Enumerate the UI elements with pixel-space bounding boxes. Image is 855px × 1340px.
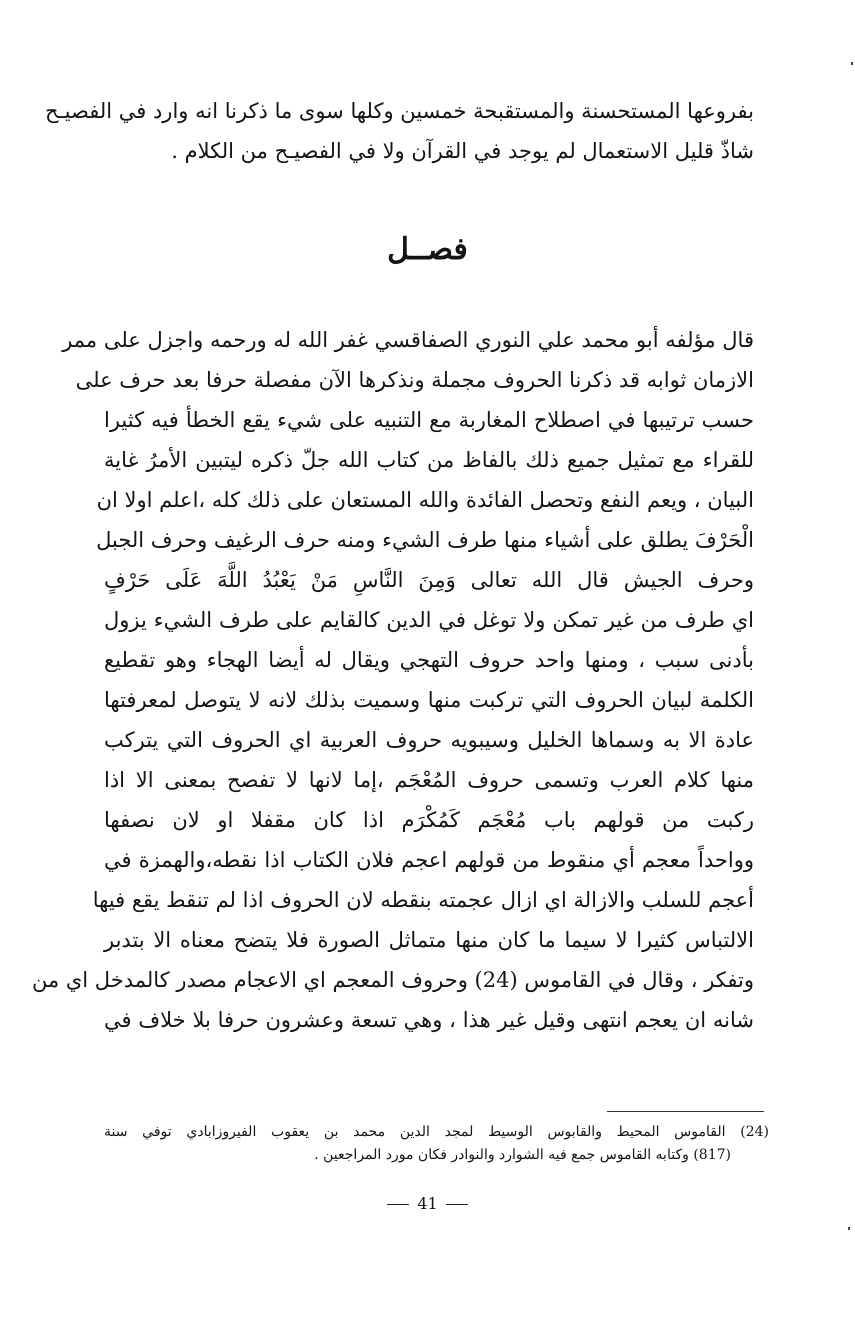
intro-paragraph bbox=[44, 91, 754, 171]
footnote-line: (24) القاموس المحيط والقابوس الوسيط لمجد الدين محمد بن يعقوب الفيروزابادي توفي سنة bbox=[104, 1124, 769, 1140]
footnote bbox=[104, 1121, 769, 1167]
text-line: البيان ، ويعم النفع وتحصل الفائدة والله المستعان على ذلك كله ،اعلم اولا ان bbox=[96, 488, 754, 512]
text-line: شاذّ قليل الاستعمال لم يوجد في القرآن ولا في الفصيـح من الكلام . bbox=[171, 139, 754, 163]
text-line: قال مؤلفه أبو محمد علي النوري الصفاقسي غفر الله له ورحمه واجزل على ممر bbox=[62, 328, 754, 352]
text-line: اي طرف من غير تمكن ولا توغل في الدين كالقايم على طرف الشيء يزول bbox=[104, 608, 754, 632]
text-line: حسب ترتيبها في اصطلاح المغاربة مع التنبيه على شيء يقع الخطأ فيه كثيرا bbox=[104, 408, 754, 432]
body-paragraph bbox=[31, 320, 754, 1040]
text-line: أعجم للسلب والازالة اي ازال عجمته بنقطه لان الحروف اذا لم تنقط يقع فيها bbox=[92, 888, 754, 912]
text-line: وحرف الجيش قال الله تعالى وَمِنَ النَّاسِ مَنْ يَعْبُدُ اللَّهَ عَلَى حَرْفٍ bbox=[104, 568, 754, 592]
scan-mark bbox=[848, 1227, 850, 1230]
text-line: شانه ان يعجم انتهى وقيل غير هذا ، وهي تسعة وعشرون حرفا بلا خلاف في bbox=[104, 1008, 754, 1032]
scan-mark bbox=[851, 62, 853, 65]
text-line: ركبت من قولهم باب مُعْجَم كَمُكْرَم اذا كان مقفلا او لان نصفها bbox=[104, 808, 754, 832]
text-line: بأدنى سبب ، ومنها واحد حروف التهجي ويقال له أيضا الهجاء وهو تقطيع bbox=[104, 648, 754, 672]
footnote-line: (817) وكتابه القاموس جمع فيه الشوارد والنوادر فكان مورد المراجعين . bbox=[314, 1147, 731, 1163]
text-line: عادة الا به وسماها الخليل وسيبويه حروف العربية اي الحروف التي يتركب bbox=[104, 728, 754, 752]
text-line: الالتباس كثيرا لا سيما ما كان منها متماثل الصورة فلا يتضح معناه الا بتدبر bbox=[104, 928, 754, 952]
text-line: الكلمة لبيان الحروف التي تركبت منها وسميت بذلك لانه لا يتوصل لمعرفتها bbox=[104, 688, 754, 712]
page-number-dash bbox=[387, 1204, 409, 1205]
text-line: وتفكر ، وقال في القاموس (24) وحروف المعجم اي الاعجام مصدر كالمدخل اي من bbox=[31, 968, 754, 992]
page-number-dash bbox=[446, 1204, 468, 1205]
text-line: منها كلام العرب وتسمى حروف المُعْجَم ،إما لانها لا تفصح بمعنى الا اذا bbox=[104, 768, 754, 792]
page-number bbox=[0, 1193, 855, 1215]
text-line: الْحَرْفَ يطلق على أشياء منها طرف الشيء ومنه حرف الرغيف وحرف الجبل bbox=[96, 528, 754, 552]
page-number-value: 41 bbox=[417, 1194, 438, 1213]
text-line: بفروعها المستحسنة والمستقبحة خمسين وكلها سوى ما ذكرنا انه وارد في الفصيـح bbox=[44, 99, 754, 123]
text-line: للقراء مع تمثيل جميع ذلك بالفاظ من كتاب الله جلّ ذكره ليتبين الأمرُ غاية bbox=[104, 448, 754, 472]
text-line: وواحداً معجم أي منقوط من قولهم اعجم فلان الكتاب اذا نقطه،والهمزة في bbox=[104, 848, 754, 872]
section-title: فصــل bbox=[387, 232, 468, 267]
text-line: الازمان ثوابه قد ذكرنا الحروف مجملة ونذكرها الآن مفصلة حرفا بعد حرف على bbox=[75, 368, 754, 392]
footnote-separator bbox=[607, 1111, 764, 1112]
